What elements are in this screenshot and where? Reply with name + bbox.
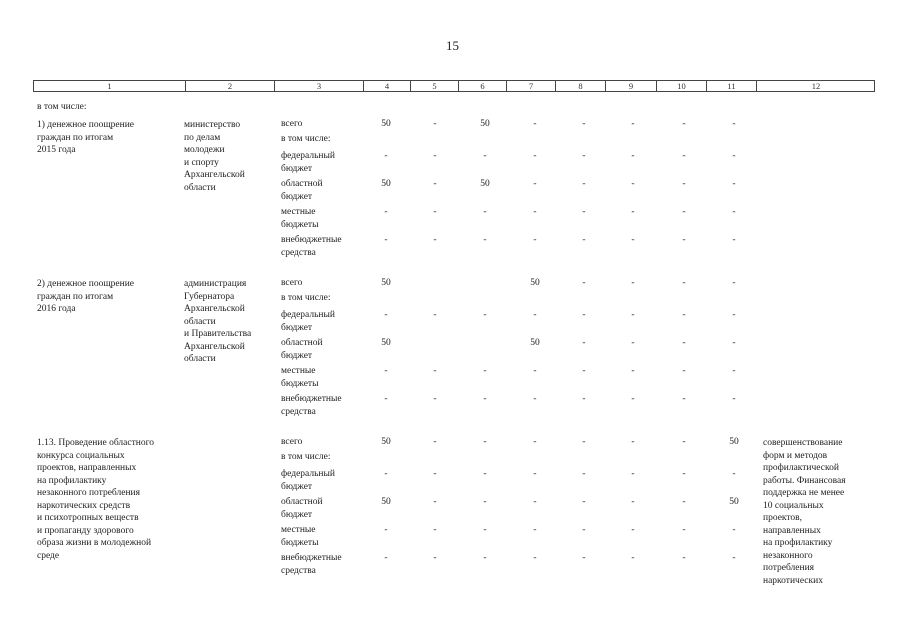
- row-value: -: [682, 310, 686, 320]
- row-label-line: в том числе:: [281, 293, 331, 303]
- row-value: -: [433, 437, 437, 447]
- row-label-line: областной: [281, 179, 323, 189]
- block-description-line: 2) денежное поощрение: [37, 279, 134, 289]
- row-label-line: средства: [281, 247, 316, 258]
- row-value: -: [631, 469, 635, 479]
- row-label-line: бюджет: [281, 322, 313, 333]
- block-description-line: и психотропных веществ: [37, 513, 139, 523]
- block-result-line: совершенствование: [763, 438, 843, 448]
- intro-label: в том числе:: [37, 102, 87, 112]
- row-value: -: [433, 235, 437, 245]
- row-label-line: бюджет: [281, 481, 313, 492]
- row-value: -: [533, 394, 537, 404]
- row-value: -: [384, 235, 388, 245]
- block-description-line: 1) денежное поощрение: [37, 120, 134, 130]
- row-value: -: [384, 207, 388, 217]
- header-cell-3: 3: [275, 81, 364, 91]
- row-value: -: [732, 525, 736, 535]
- row-value: -: [582, 437, 586, 447]
- block-result-line: направленных: [763, 525, 821, 536]
- block-executor-line: Архангельской: [184, 170, 245, 180]
- row-value: -: [582, 525, 586, 535]
- row-value: 50: [729, 497, 739, 507]
- page-number: 15: [446, 38, 459, 53]
- row-value: -: [384, 310, 388, 320]
- block-description-line: проектов, направленных: [37, 463, 137, 473]
- row-value: -: [732, 179, 736, 189]
- row-value: -: [732, 278, 736, 288]
- header-cell-10: 10: [657, 81, 707, 91]
- row-label-line: внебюджетные: [281, 553, 342, 563]
- row-label-line: всего: [281, 278, 303, 288]
- row-value: -: [533, 151, 537, 161]
- row-value: -: [582, 366, 586, 376]
- block-description-line: граждан по итогам: [37, 132, 114, 143]
- header-cell-8: 8: [556, 81, 606, 91]
- row-value: 50: [729, 437, 739, 447]
- row-value: -: [433, 119, 437, 129]
- row-value: -: [533, 179, 537, 189]
- row-label-line: средства: [281, 406, 316, 417]
- row-value: -: [682, 394, 686, 404]
- block-result-line: профилактической: [763, 463, 839, 473]
- header-cell-12: 12: [811, 81, 821, 91]
- row-label-line: бюджет: [281, 191, 313, 202]
- row-value: -: [582, 469, 586, 479]
- row-value: -: [582, 119, 586, 129]
- row-label-line: бюджеты: [281, 219, 319, 230]
- row-value: -: [631, 179, 635, 189]
- row-value: -: [631, 207, 635, 217]
- row-value: -: [433, 553, 437, 563]
- row-value: -: [732, 310, 736, 320]
- row-value: 50: [530, 278, 540, 288]
- block-executor-line: области: [184, 316, 216, 327]
- row-value: 50: [480, 119, 490, 129]
- row-value: 50: [381, 179, 391, 189]
- block-result-line: проектов,: [763, 513, 803, 523]
- row-label-line: областной: [281, 338, 323, 348]
- row-value: -: [384, 151, 388, 161]
- row-value: -: [631, 553, 635, 563]
- row-value: -: [433, 207, 437, 217]
- row-value: -: [533, 437, 537, 447]
- row-label-line: внебюджетные: [281, 235, 342, 245]
- row-label-line: федеральный: [281, 310, 335, 320]
- row-value: -: [582, 338, 586, 348]
- row-value: -: [732, 394, 736, 404]
- row-value: -: [533, 525, 537, 535]
- row-label-line: федеральный: [281, 469, 335, 479]
- row-label-line: бюджет: [281, 350, 313, 361]
- row-value: -: [682, 119, 686, 129]
- header-cell-5: 5: [411, 81, 459, 91]
- row-value: -: [384, 366, 388, 376]
- block-result-line: незаконного: [763, 550, 813, 561]
- row-value: -: [631, 394, 635, 404]
- row-value: -: [732, 119, 736, 129]
- row-label-line: всего: [281, 119, 303, 129]
- block-result-line: форм и методов: [763, 450, 828, 461]
- row-value: -: [732, 235, 736, 245]
- row-value: -: [433, 469, 437, 479]
- row-value: -: [433, 179, 437, 189]
- block-executor-line: и спорту: [184, 157, 219, 168]
- block-description-line: 1.13. Проведение областного: [37, 438, 154, 448]
- block-executor-line: Архангельской: [184, 304, 245, 314]
- row-label-line: бюджеты: [281, 537, 319, 548]
- row-value: 50: [381, 497, 391, 507]
- row-value: 50: [530, 338, 540, 348]
- row-value: -: [433, 394, 437, 404]
- block-executor-line: Губернатора: [184, 291, 235, 302]
- block-description-line: незаконного потребления: [37, 488, 141, 498]
- row-value: -: [533, 497, 537, 507]
- block-result-line: 10 социальных: [763, 500, 824, 511]
- row-value: -: [533, 310, 537, 320]
- row-value: -: [682, 278, 686, 288]
- block-result-line: поддержка не менее: [763, 488, 845, 498]
- row-value: -: [682, 207, 686, 217]
- header-cell-11: 11: [707, 81, 757, 91]
- row-value: -: [732, 207, 736, 217]
- block-description-line: 2016 года: [37, 304, 76, 314]
- row-value: -: [682, 525, 686, 535]
- block-description-line: образа жизни в молодежной: [37, 538, 152, 548]
- row-value: -: [582, 310, 586, 320]
- header-cell-2: 2: [186, 81, 275, 91]
- row-value: -: [433, 497, 437, 507]
- row-value: -: [682, 235, 686, 245]
- row-label-line: средства: [281, 565, 316, 576]
- block-result-line: наркотических: [763, 575, 823, 586]
- row-value: -: [582, 278, 586, 288]
- row-value: -: [631, 278, 635, 288]
- row-value: 50: [381, 119, 391, 129]
- row-value: 50: [381, 338, 391, 348]
- block-executor-line: министерство: [184, 120, 241, 130]
- row-value: -: [682, 338, 686, 348]
- row-value: -: [682, 179, 686, 189]
- row-value: -: [682, 553, 686, 563]
- row-value: -: [631, 235, 635, 245]
- row-value: -: [582, 497, 586, 507]
- row-value: -: [483, 366, 487, 376]
- row-value: -: [483, 151, 487, 161]
- row-value: -: [732, 469, 736, 479]
- row-value: 50: [381, 278, 391, 288]
- block-description-line: на профилактику: [37, 475, 107, 486]
- row-value: -: [433, 151, 437, 161]
- row-value: -: [533, 469, 537, 479]
- row-value: -: [533, 235, 537, 245]
- header-cell-7: 7: [507, 81, 556, 91]
- row-value: -: [582, 207, 586, 217]
- row-value: -: [533, 553, 537, 563]
- row-value: -: [732, 338, 736, 348]
- row-label-line: внебюджетные: [281, 394, 342, 404]
- row-value: -: [533, 119, 537, 129]
- row-label-line: областной: [281, 497, 323, 507]
- row-value: -: [682, 151, 686, 161]
- block-description-line: граждан по итогам: [37, 291, 114, 302]
- row-value: -: [483, 235, 487, 245]
- row-label-line: местные: [281, 207, 316, 217]
- row-value: -: [483, 553, 487, 563]
- block-description-line: 2015 года: [37, 145, 76, 155]
- row-value: -: [732, 151, 736, 161]
- row-value: -: [631, 151, 635, 161]
- block-description-line: наркотических средств: [37, 500, 131, 511]
- block-description-line: среде: [37, 550, 60, 561]
- block-executor-line: области: [184, 182, 216, 193]
- row-label-line: федеральный: [281, 151, 335, 161]
- block-result-line: на профилактику: [763, 538, 833, 548]
- header-cell-4: 4: [364, 81, 411, 91]
- row-value: -: [483, 497, 487, 507]
- row-label-line: в том числе:: [281, 452, 331, 462]
- row-label-line: бюджет: [281, 163, 313, 174]
- row-value: -: [483, 310, 487, 320]
- row-label-line: бюджет: [281, 509, 313, 520]
- row-value: -: [631, 497, 635, 507]
- row-value: -: [433, 366, 437, 376]
- row-value: -: [582, 179, 586, 189]
- block-executor-line: молодежи: [184, 145, 225, 155]
- row-value: -: [483, 207, 487, 217]
- row-value: -: [582, 235, 586, 245]
- row-value: -: [582, 394, 586, 404]
- row-value: -: [483, 394, 487, 404]
- row-value: -: [732, 366, 736, 376]
- row-value: -: [582, 151, 586, 161]
- block-description-line: конкурса социальных: [37, 450, 125, 461]
- header-cell-9: 9: [606, 81, 657, 91]
- row-value: 50: [381, 437, 391, 447]
- row-value: -: [631, 338, 635, 348]
- block-executor-line: администрация: [184, 279, 247, 289]
- header-cell-1: 1: [34, 81, 186, 91]
- block-result-line: потребления: [763, 563, 815, 573]
- row-value: -: [483, 469, 487, 479]
- row-value: -: [682, 437, 686, 447]
- row-value: -: [483, 525, 487, 535]
- row-value: -: [533, 366, 537, 376]
- row-label-line: местные: [281, 366, 316, 376]
- row-value: -: [732, 553, 736, 563]
- row-value: -: [631, 525, 635, 535]
- row-value: -: [384, 525, 388, 535]
- row-value: -: [682, 366, 686, 376]
- row-value: -: [483, 437, 487, 447]
- row-label-line: всего: [281, 437, 303, 447]
- row-value: -: [631, 310, 635, 320]
- block-executor-line: области: [184, 354, 216, 364]
- row-value: -: [631, 366, 635, 376]
- block-result-line: работы. Финансовая: [763, 475, 846, 486]
- row-value: 50: [480, 179, 490, 189]
- row-value: -: [384, 394, 388, 404]
- row-label-line: местные: [281, 525, 316, 535]
- block-executor-line: по делам: [184, 132, 221, 143]
- row-value: -: [631, 119, 635, 129]
- block-executor-line: Архангельской: [184, 341, 245, 352]
- row-value: -: [631, 437, 635, 447]
- row-value: -: [533, 207, 537, 217]
- row-label-line: бюджеты: [281, 378, 319, 389]
- row-value: -: [384, 469, 388, 479]
- row-value: -: [433, 310, 437, 320]
- row-value: -: [682, 497, 686, 507]
- table-header-row: [33, 80, 875, 92]
- header-cell-6: 6: [459, 81, 507, 91]
- row-value: -: [433, 525, 437, 535]
- row-value: -: [384, 553, 388, 563]
- row-value: -: [582, 553, 586, 563]
- row-label-line: в том числе:: [281, 134, 331, 144]
- block-description-line: и пропаганду здорового: [37, 525, 134, 536]
- row-value: -: [682, 469, 686, 479]
- block-executor-line: и Правительства: [184, 329, 252, 339]
